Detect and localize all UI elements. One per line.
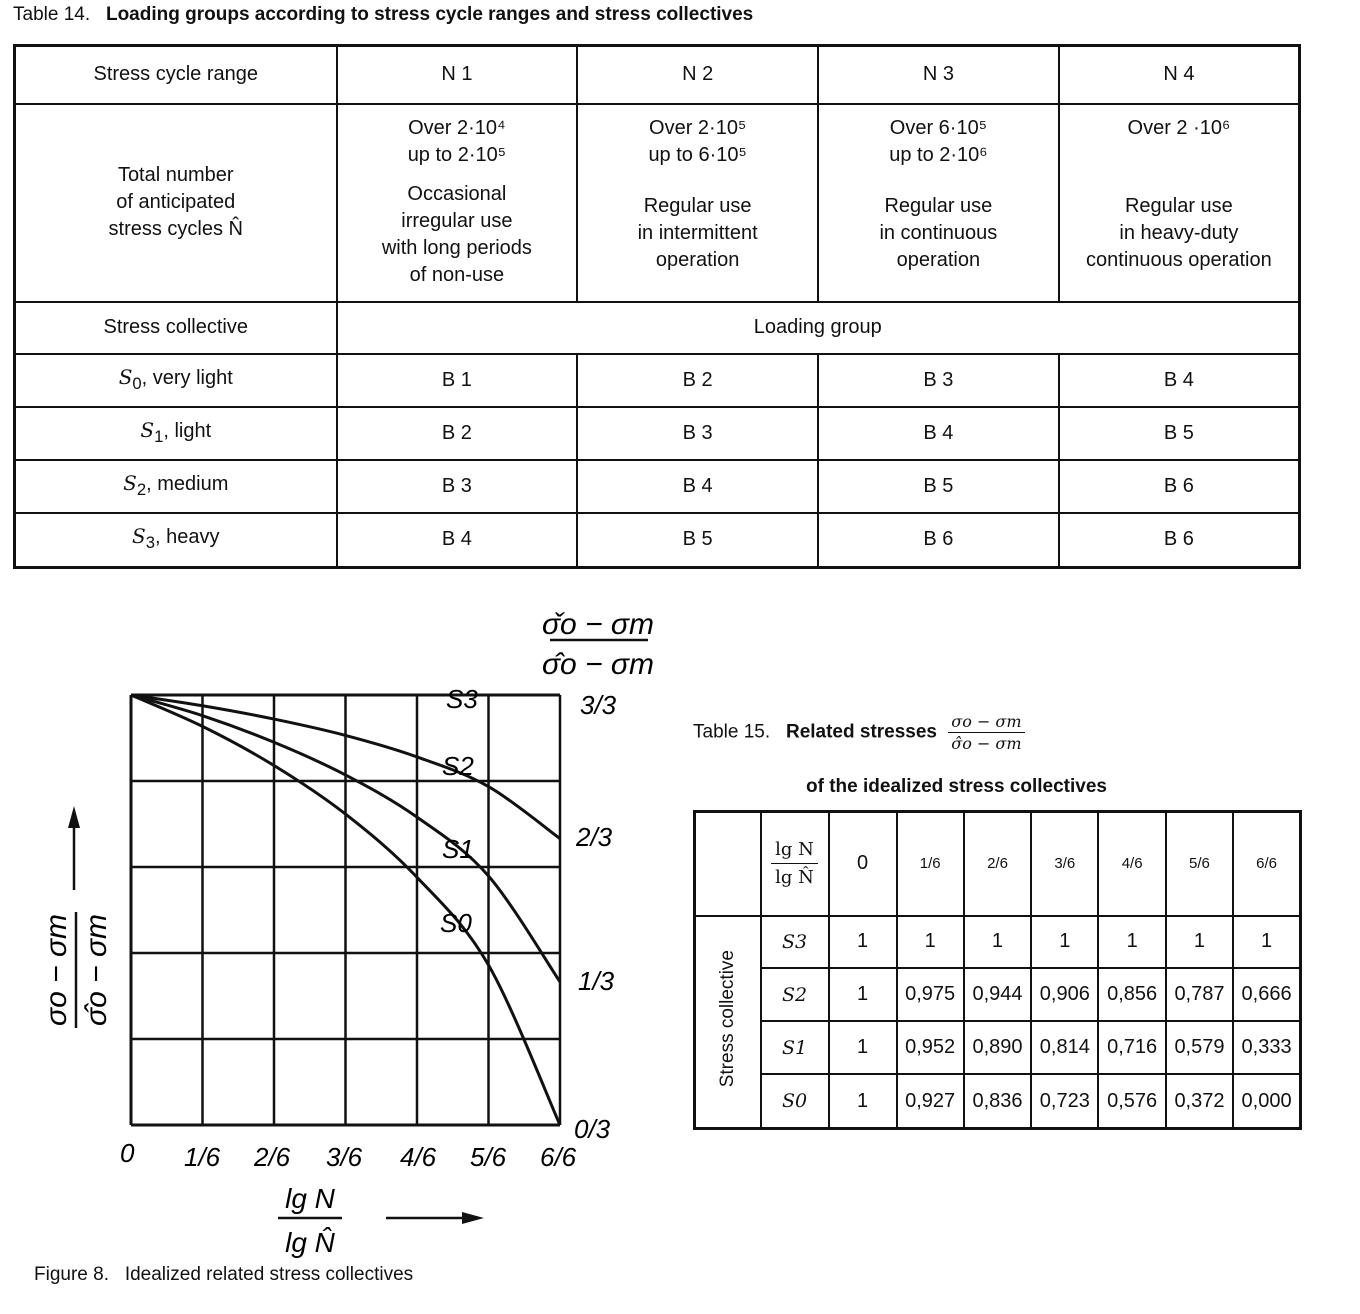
range-to: up to 2·10⁶ <box>889 143 988 166</box>
loading-group-cell: B 6 <box>1059 460 1300 513</box>
series-label-s3: S3 <box>446 684 478 714</box>
value-cell: 0,975 <box>897 968 964 1021</box>
range-from: Over 2 ·10⁶ <box>1127 116 1231 139</box>
range-desc: in heavy-duty <box>1119 221 1239 244</box>
loading-group-cell: B 6 <box>818 513 1059 568</box>
y-tick-label: 1/3 <box>578 966 615 996</box>
range-desc: Regular use <box>884 194 993 217</box>
total-label-line: stress cycles N̂ <box>108 218 243 240</box>
loading-group-cell: B 4 <box>1059 354 1300 407</box>
table14-caption-number: Table 14. <box>13 4 91 25</box>
column-header: 2/6 <box>964 812 1031 916</box>
range-name: N 2 <box>577 46 818 104</box>
value-cell: 0,666 <box>1233 968 1300 1021</box>
y-tick-label: 0/3 <box>574 1114 611 1144</box>
range-desc: Regular use <box>1124 194 1233 217</box>
lg-ratio-header: $\frac{\text{lg N}}{\text{lg N̂}}$ <box>761 812 829 916</box>
stress-collective-figure <box>0 590 690 1280</box>
table15-caption-title: Related stresses <box>785 721 938 743</box>
table15-caption-line2: of the idealized stress collectives <box>806 776 1107 797</box>
y-arrow-head <box>68 806 80 828</box>
value-cell: 0,814 <box>1031 1021 1098 1074</box>
range-name: N 3 <box>818 46 1059 104</box>
row-label: S3 <box>761 916 829 969</box>
value-cell: 0,716 <box>1098 1021 1165 1074</box>
value-cell: 1 <box>829 1021 897 1074</box>
loading-group-cell: B 4 <box>337 513 578 568</box>
range-from: Over 2·10⁴ <box>408 116 506 139</box>
top-frac-den: σ̂o − σm <box>541 648 655 681</box>
side-label-cell <box>695 916 761 1129</box>
range-desc: in intermittent <box>637 221 758 244</box>
range-desc: operation <box>655 248 740 271</box>
side-label: Stress collective <box>716 950 738 1088</box>
range-desc: irregular use <box>401 209 513 232</box>
table15-caption <box>693 712 1025 753</box>
caption-frac-den: σ̂o − σm <box>951 734 1022 753</box>
value-cell: 0,856 <box>1098 968 1165 1021</box>
collective-row-label: $S_2$, medium <box>15 460 337 513</box>
table14-caption-title: Loading groups according to stress cycle ranges and stress collectives <box>105 4 754 25</box>
range-desc: operation <box>896 248 981 271</box>
range-desc: of non-use <box>409 263 505 286</box>
value-cell: 0,952 <box>897 1021 964 1074</box>
loading-group-cell: B 1 <box>337 354 578 407</box>
range-to: up to 2·10⁵ <box>407 143 507 166</box>
series-label-s2: S2 <box>442 751 474 781</box>
value-cell: 0,333 <box>1233 1021 1300 1074</box>
series-label-s0: S0 <box>440 908 472 938</box>
column-header: 1/6 <box>897 812 964 916</box>
range-cell <box>337 104 578 302</box>
value-cell: 0,906 <box>1031 968 1098 1021</box>
value-cell: 0,576 <box>1098 1074 1165 1128</box>
value-cell: 0,000 <box>1233 1074 1300 1128</box>
loading-group-cell: B 5 <box>1059 407 1300 460</box>
range-desc: Occasional <box>407 182 507 205</box>
x-tick-label: 5/6 <box>470 1142 507 1172</box>
value-cell: 0,890 <box>964 1021 1031 1074</box>
value-cell: 0,372 <box>1166 1074 1233 1128</box>
value-cell: 0,944 <box>964 968 1031 1021</box>
loading-group-cell: B 3 <box>577 407 818 460</box>
value-cell: 1 <box>829 968 897 1021</box>
value-cell: 1 <box>1233 916 1300 969</box>
range-from: Over 6·10⁵ <box>889 116 987 139</box>
total-label-line: Total number <box>117 164 234 186</box>
collective-row-label: $S_1$, light <box>15 407 337 460</box>
value-cell: 0,836 <box>964 1074 1031 1128</box>
range-cell <box>577 104 818 302</box>
y-tick-label: 3/3 <box>580 690 617 720</box>
row-label: S0 <box>761 1074 829 1128</box>
loading-group-cell: B 5 <box>818 460 1059 513</box>
loading-group-cell: B 5 <box>577 513 818 568</box>
table14-caption <box>13 4 753 26</box>
loading-group-cell: B 2 <box>577 354 818 407</box>
table15-caption-fraction <box>948 712 1024 753</box>
range-from: Over 2·10⁵ <box>649 116 747 139</box>
figure8-caption-title: Idealized related stress collectives <box>124 1264 414 1285</box>
loading-group-label: Loading group <box>337 302 1300 354</box>
column-header: 3/6 <box>1031 812 1098 916</box>
caption-frac-num: σo − σm <box>948 712 1024 733</box>
value-cell: 1 <box>897 916 964 969</box>
loading-group-cell: B 4 <box>818 407 1059 460</box>
collective-row-label: $S_0$, very light <box>15 354 337 407</box>
x-frac-num: lg N <box>285 1183 335 1214</box>
total-label-line: of anticipated <box>116 191 236 213</box>
row-label: S1 <box>761 1021 829 1074</box>
range-name: N 1 <box>337 46 578 104</box>
top-frac-num: σ̌o − σm <box>541 608 655 641</box>
value-cell: 1 <box>829 916 897 969</box>
total-cycles-label <box>15 104 337 302</box>
x-tick-label: 2/6 <box>254 1142 291 1172</box>
corner-cell <box>695 812 761 916</box>
range-desc: continuous operation <box>1086 248 1272 271</box>
column-header: 4/6 <box>1098 812 1165 916</box>
y-frac-den: σ̂o − σm <box>80 913 113 1027</box>
loading-group-cell: B 4 <box>577 460 818 513</box>
range-cell <box>1059 104 1300 302</box>
loading-groups-table <box>13 44 1301 569</box>
x-tick-label: 4/6 <box>400 1142 437 1172</box>
column-header: 6/6 <box>1233 812 1300 916</box>
loading-group-cell: B 6 <box>1059 513 1300 568</box>
cycle-range-label: Stress cycle range <box>15 46 337 104</box>
x-tick-label: 3/6 <box>326 1142 363 1172</box>
loading-group-cell: B 3 <box>337 460 578 513</box>
x-tick-label: 1/6 <box>184 1142 221 1172</box>
value-cell: 1 <box>964 916 1031 969</box>
column-header: 5/6 <box>1166 812 1233 916</box>
x-tick-label: 6/6 <box>540 1142 577 1172</box>
figure8-caption <box>34 1264 413 1286</box>
range-name: N 4 <box>1059 46 1300 104</box>
collective-row-label: $S_3$, heavy <box>15 513 337 568</box>
y-frac-num: σo − σm <box>40 913 73 1027</box>
range-desc: with long periods <box>381 236 532 259</box>
related-stresses-table <box>693 810 1302 1130</box>
range-desc: in continuous <box>879 221 998 244</box>
value-cell: 0,927 <box>897 1074 964 1128</box>
x-arrow-head <box>462 1212 484 1224</box>
value-cell: 0,787 <box>1166 968 1233 1021</box>
x-frac-den: lg N̂ <box>285 1227 335 1258</box>
range-to: up to 6·10⁵ <box>648 143 747 166</box>
value-cell: 1 <box>1166 916 1233 969</box>
loading-group-cell: B 2 <box>337 407 578 460</box>
loading-group-cell: B 3 <box>818 354 1059 407</box>
x-tick-label: 0 <box>120 1138 135 1168</box>
y-axis-label <box>40 912 113 1028</box>
figure8-caption-number: Figure 8. <box>34 1264 109 1285</box>
series-label-s1: S1 <box>442 834 474 864</box>
range-desc: Regular use <box>643 194 752 217</box>
plot-grid <box>131 695 560 1125</box>
table15-caption-number: Table 15. <box>693 721 771 743</box>
stress-collective-label: Stress collective <box>15 302 337 354</box>
column-header: 0 <box>829 812 897 916</box>
value-cell: 1 <box>1098 916 1165 969</box>
row-label: S2 <box>761 968 829 1021</box>
value-cell: 0,579 <box>1166 1021 1233 1074</box>
value-cell: 0,723 <box>1031 1074 1098 1128</box>
value-cell: 1 <box>829 1074 897 1128</box>
y-tick-label: 2/3 <box>576 822 613 852</box>
range-cell <box>818 104 1059 302</box>
value-cell: 1 <box>1031 916 1098 969</box>
